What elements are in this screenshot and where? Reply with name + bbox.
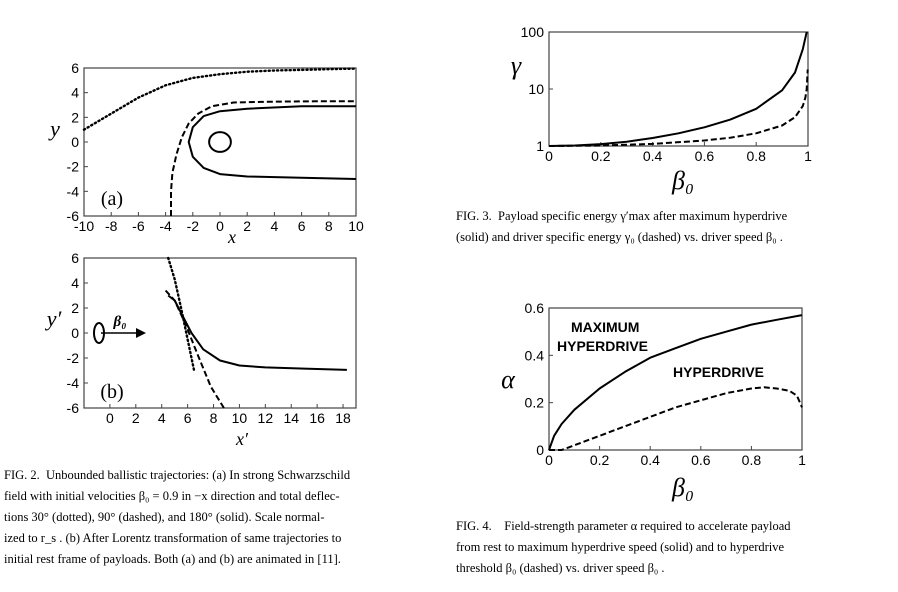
fig4-xtick-label: 0.4 (640, 452, 660, 468)
fig2b-series-dashed (166, 291, 224, 409)
fig4-ytick-label: 0.2 (524, 394, 544, 411)
fig4-caption (456, 516, 886, 579)
fig2b-ytick-label: -2 (66, 350, 79, 366)
fig2b-ytick-label: 4 (71, 275, 79, 291)
fig2a-xtick-label: 10 (348, 218, 364, 234)
fig2a-ytick-label: -2 (66, 158, 79, 175)
fig4-annotation-hyperdrive-1: HYPERDRIVE (557, 338, 649, 354)
fig3-ytick-label: 100 (520, 24, 544, 40)
fig4-xtick-label: 0.2 (589, 452, 610, 468)
fig2b-xtick-label: 0 (106, 410, 114, 426)
fig4-annotation-hyperdrive-2: HYPERDRIVE (673, 364, 765, 380)
fig2b-series-solid (168, 296, 347, 370)
fig3-xtick-label: 1 (804, 148, 812, 164)
fig2a-xtick-label: -8 (104, 218, 118, 234)
fig3-ylabel: γ (510, 51, 522, 80)
fig2b-ytick-label: 0 (71, 325, 79, 341)
fig3-xtick-label: 0.6 (694, 148, 715, 164)
fig2b-xtick-label: 14 (283, 410, 300, 426)
fig2a-ytick-label: -4 (66, 183, 79, 200)
fig2-caption (4, 465, 424, 570)
fig2a-series-dashed (171, 101, 356, 216)
fig3-xtick-label: 0.8 (746, 148, 766, 164)
fig3-caption-line-1 (456, 206, 886, 227)
fig2a-xtick-label: 0 (216, 218, 224, 234)
fig3-caption-text-1: Payload specific energy γ′max after maximum hyperdrive (498, 209, 788, 223)
fig2b-beta-label: β₀ (113, 314, 127, 330)
fig2a-ytick-label: 2 (71, 109, 79, 126)
fig4-caption-line-1 (456, 516, 886, 537)
fig2a-ytick-label: -6 (66, 208, 79, 224)
fig4-xtick-label: 0 (545, 452, 553, 468)
fig2a-circle (209, 132, 231, 152)
fig4-series-solid (549, 315, 802, 450)
fig2b-xtick-label: 10 (231, 410, 248, 426)
fig2-caption-line-4: ized to r_s . (b) After Lorentz transformation of same trajectories to (4, 531, 342, 545)
fig2a-xtick-label: 8 (324, 218, 333, 234)
fig3-xtick-label: 0.4 (642, 148, 663, 164)
fig2a-xtick-label: 6 (297, 218, 306, 234)
fig2-caption-label: FIG. 2. (4, 468, 40, 482)
fig4-caption-line-2: from rest to maximum hyperdrive speed (solid) and to hyperdrive (456, 540, 785, 554)
fig4-series-dashed (549, 387, 802, 450)
fig3-caption-line-2: (solid) and driver specific energy γ₀ (dashed) vs. driver speed β₀ . (456, 230, 783, 244)
fig2-caption-line-2: field with initial velocities β₀ = 0.9 in −x direction and total deflec- (4, 489, 340, 503)
fig2a-ytick-label: 0 (71, 134, 79, 150)
fig4-xtick-label: 1 (798, 452, 806, 468)
fig3-ytick-label: 10 (528, 81, 544, 97)
fig2b-xtick-label: 6 (183, 410, 192, 426)
fig2a-xtick-label: -4 (159, 218, 172, 234)
fig3-series-dashed (549, 70, 808, 147)
fig2a-frame (84, 68, 356, 216)
fig2b-ytick-label: 2 (71, 300, 79, 316)
fig4-ytick-label: 0.6 (524, 300, 544, 316)
fig2a-xtick-label: -2 (186, 218, 200, 234)
fig2a-ylabel: y (50, 116, 60, 141)
fig4-annotation-maximum: MAXIMUM (571, 319, 640, 335)
fig3-xtick-label: 0 (545, 148, 553, 164)
fig2a-xlabel: x (228, 227, 236, 247)
fig2-caption-line-5: initial rest frame of payloads. Both (a) and (b) are animated in [11]. (4, 552, 341, 566)
fig4-ytick-label: 0 (536, 442, 544, 458)
fig4-caption-label: FIG. 4. (456, 519, 492, 533)
fig2b-velocity-arrowhead (136, 328, 146, 338)
fig2b-xtick-label: 18 (335, 410, 351, 426)
fig2b-xtick-label: 4 (157, 410, 166, 426)
fig2b-ylabel: y′ (46, 306, 62, 331)
fig2a-panel-label: (a) (100, 188, 124, 210)
fig2a-xtick-label: 4 (270, 218, 279, 234)
fig2b-xtick-label: 8 (209, 410, 218, 426)
fig2a-ytick-label: 6 (71, 60, 79, 76)
fig2b-xtick-label: 12 (257, 410, 274, 426)
fig2a-series-solid (189, 106, 356, 179)
fig2a-xtick-label: 2 (243, 218, 252, 234)
fig2a-series-dotted (84, 69, 356, 130)
fig2b-panel-label: (b) (100, 381, 124, 403)
fig2b-ytick-label: -6 (66, 400, 79, 416)
fig2-caption-line-1 (4, 465, 424, 486)
fig4-ylabel: α (501, 365, 515, 394)
fig4-ytick-label: 0.4 (524, 347, 544, 364)
fig4-caption-line-3: threshold β₀ (dashed) vs. driver speed β₀ . (456, 561, 665, 575)
fig2b-ytick-label: -4 (66, 375, 79, 391)
fig4-xtick-label: 0.6 (691, 452, 711, 468)
fig2b-xlabel: x′ (236, 429, 248, 449)
fig2b-xtick-label: 2 (131, 410, 140, 426)
fig2-caption-text-1: Unbounded ballistic trajectories: (a) In strong Schwarzschild (46, 468, 351, 482)
fig3-caption-label: FIG. 3. (456, 209, 492, 223)
fig2b-ytick-label: 6 (71, 250, 79, 266)
fig2a-xtick-label: -10 (73, 218, 95, 234)
fig3-xtick-label: 0.2 (591, 148, 611, 164)
fig3-caption (456, 206, 886, 248)
fig4-caption-text-1: Field-strength parameter α required to accelerate payload (504, 519, 791, 533)
fig4-xlabel: β₀ (672, 473, 694, 502)
fig4-xtick-label: 0.8 (741, 452, 762, 468)
fig3-xlabel: β₀ (672, 166, 694, 195)
fig2b-xtick-label: 16 (309, 410, 325, 426)
fig2a-ytick-label: 4 (71, 84, 79, 101)
fig2a-xtick-label: -6 (132, 218, 145, 234)
fig2-caption-line-3: tions 30° (dotted), 90° (dashed), and 180° (solid). Scale normal- (4, 510, 325, 524)
fig3-ytick-label: 1 (536, 138, 544, 154)
